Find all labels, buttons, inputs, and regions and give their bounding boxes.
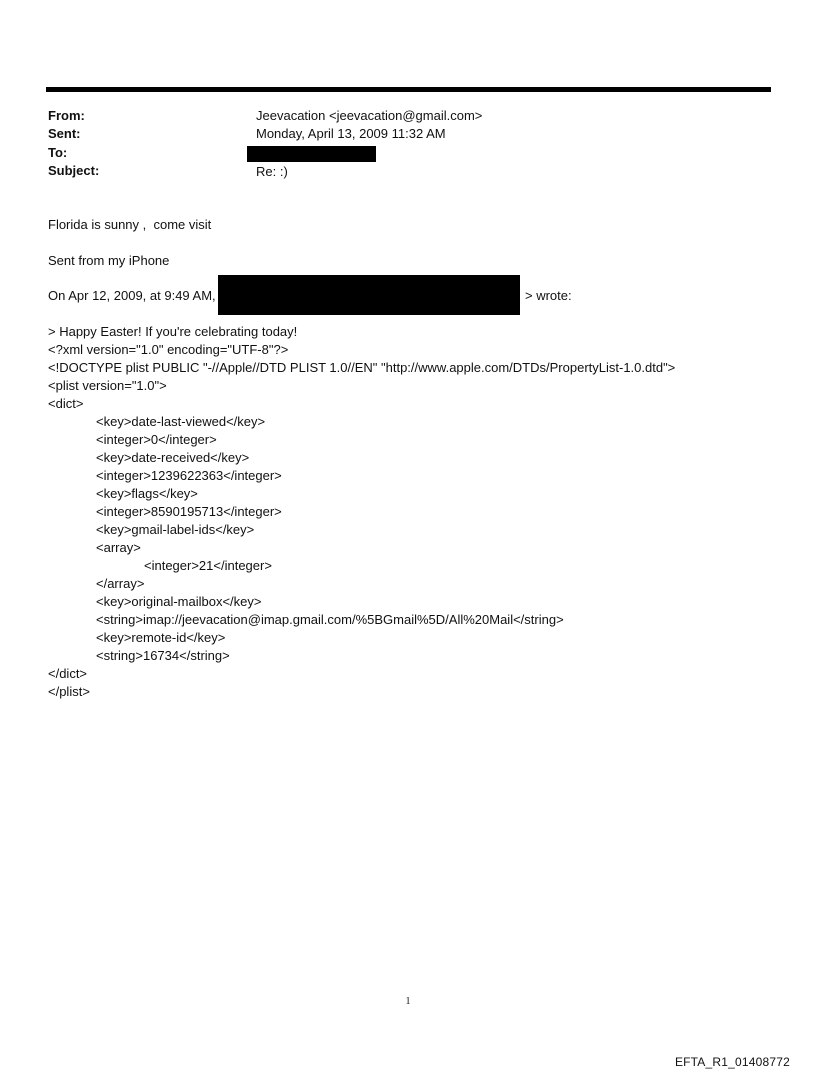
body-signature: Sent from my iPhone [48,253,170,268]
subject-label: Subject: [48,163,100,178]
plist-line: </dict> [48,666,88,681]
plist-line: <key>gmail-label-ids</key> [96,522,255,537]
plist-line: </plist> [48,684,90,699]
plist-line: <key>flags</key> [96,486,198,501]
to-label: To: [48,145,68,160]
from-value: Jeevacation <jeevacation@gmail.com> [256,108,483,123]
plist-line: <plist version="1.0"> [48,378,167,393]
quote-attribution-prefix: On Apr 12, 2009, at 9:49 AM, [48,288,216,303]
to-redaction [247,146,376,162]
plist-line: <key>date-last-viewed</key> [96,414,266,429]
quoted-line: > Happy Easter! If you're celebrating today! [48,324,298,339]
page-number: 1 [405,996,411,1007]
header-rule [46,87,771,92]
sent-label: Sent: [48,126,81,141]
plist-line: <array> [96,540,141,555]
plist-line: <?xml version="1.0" encoding="UTF-8"?> [48,342,289,357]
plist-line: <string>16734</string> [96,648,230,663]
from-label: From: [48,108,85,123]
plist-line: <string>imap://jeevacation@imap.gmail.com/%5BGmail%5D/All%20Mail</string> [96,612,564,627]
quote-attribution-suffix: > wrote: [525,288,572,303]
plist-line: <key>original-mailbox</key> [96,594,262,609]
plist-line: <key>remote-id</key> [96,630,226,645]
plist-line: <dict> [48,396,84,411]
plist-line: <integer>8590195713</integer> [96,504,282,519]
plist-line: <integer>0</integer> [96,432,217,447]
plist-line: <integer>1239622363</integer> [96,468,282,483]
plist-line: <integer>21</integer> [144,558,272,573]
plist-line: </array> [96,576,145,591]
sent-value: Monday, April 13, 2009 11:32 AM [256,126,446,141]
plist-line: <!DOCTYPE plist PUBLIC "-//Apple//DTD PLIST 1.0//EN" "http://www.apple.com/DTDs/PropertyList-1.0.dtd"> [48,360,676,375]
subject-value: Re: :) [256,164,288,179]
document-id: EFTA_R1_01408772 [674,1055,790,1069]
body-message: Florida is sunny , come visit [48,217,212,232]
plist-line: <key>date-received</key> [96,450,250,465]
sender-redaction [218,275,520,315]
